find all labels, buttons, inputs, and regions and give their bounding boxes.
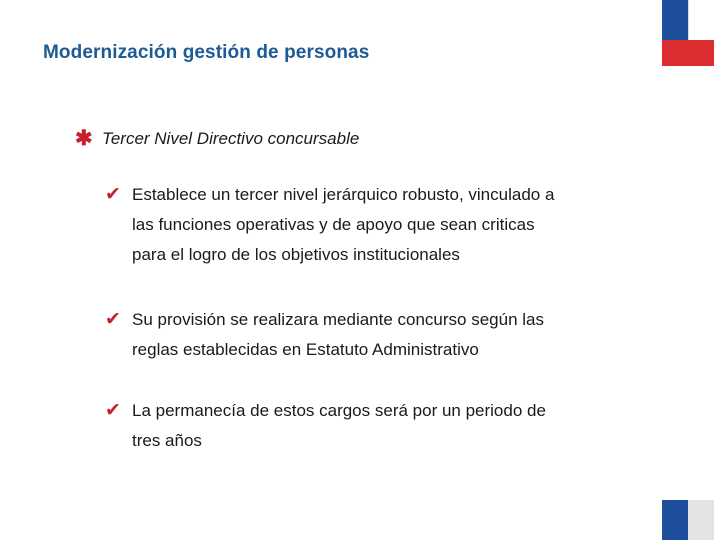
checkmark-icon: ✔ (105, 309, 121, 330)
asterisk-icon: ✱ (75, 127, 93, 150)
bullet-line: reglas establecidas en Estatuto Administrativo (132, 340, 479, 359)
bullet-item (105, 396, 635, 456)
bullet-line: tres años (132, 431, 202, 450)
bullet-line: Su provisión se realizara mediante concurso según las (132, 310, 545, 329)
section-heading-text: Tercer Nivel Directivo concursable (102, 129, 360, 148)
flag-stripe-top-icon (662, 0, 714, 66)
bullet-line: Establece un tercer nivel jerárquico robusto, vinculado a (132, 185, 555, 204)
bullet-line: las funciones operativas y de apoyo que sean criticas (132, 215, 535, 234)
bullet-item (105, 305, 635, 365)
bullet-item (105, 180, 635, 270)
flag-stripe-bottom-icon (662, 500, 714, 540)
slide-title: Modernización gestión de personas (43, 42, 370, 63)
bullet-line: para el logro de los objetivos institucionales (132, 245, 460, 264)
checkmark-icon: ✔ (105, 400, 121, 421)
section-heading (75, 129, 359, 149)
checkmark-icon: ✔ (105, 184, 121, 205)
bullet-line: La permanecía de estos cargos será por un periodo de (132, 401, 546, 420)
